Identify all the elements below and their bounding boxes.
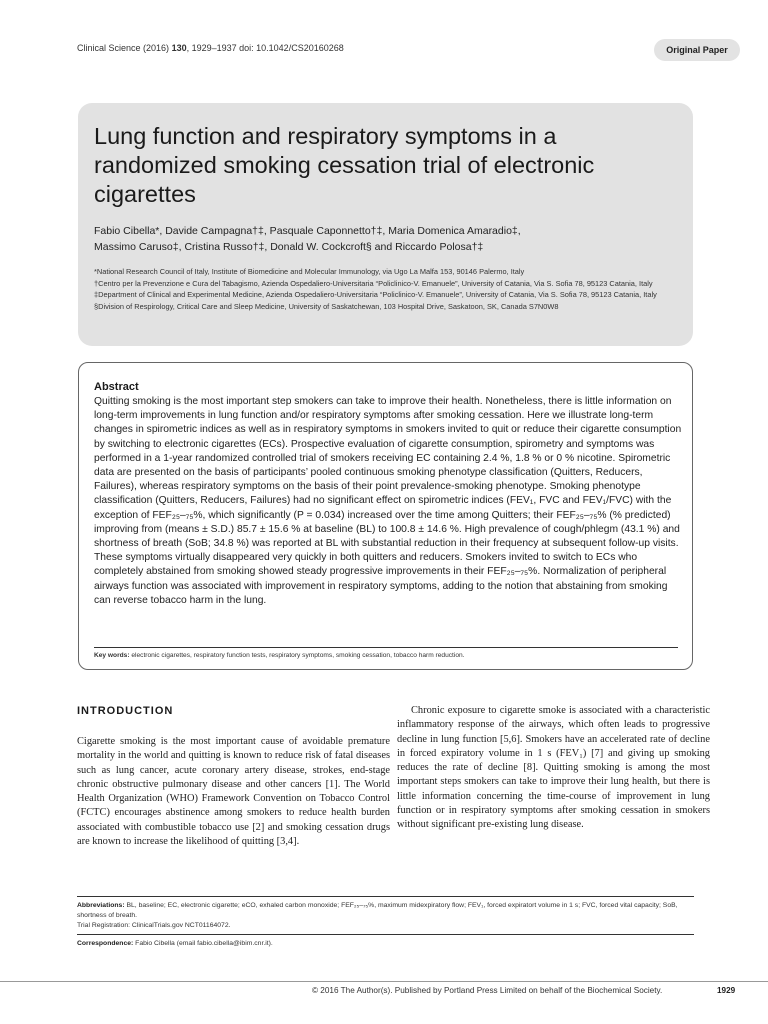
journal-citation — [77, 43, 344, 53]
page-number: 1929 — [717, 986, 736, 995]
keywords-divider — [94, 647, 678, 648]
footer-divider — [0, 981, 768, 982]
affiliation-list — [94, 266, 684, 312]
journal-volume: 130 — [171, 43, 187, 53]
author-list — [94, 223, 684, 255]
abstract-text: Quitting smoking is the most important step smokers can take to improve their health. Nonetheless, there is little information on long-term improvements in lung function and/or respiratory symptoms after smoking cessation. Here we illustrate long-term changes in spirometric indices as well as in respiratory symptoms in smokers invited to quit or reduce their cigarette consumption by switching to electronic cigarettes (ECs). Prospective evaluation of cigarette consumption, spirometry and symptoms was performed in a 1-year randomized controlled trial of smokers receiving EC containing 2.4 %, 1.8 % or 0 % nicotine. Spirometric data are presented on the basis of participants’ pooled continuous smoking phenotype classification (Quitters, Reducers, Failures), whereas respiratory symptoms on the basis of their point prevalence-smoking phenotype. Smoking phenotype classification (Quitters, Reducers, Failures) had no significant effect on spirometric indices (FEV₁, FVC and FEV₁/FVC) with the exception of FEF₂₅–₇₅%, which significantly (P = 0.034) increased over the time among Quitters; their FEF₂₅–₇₅% (% predicted) improving from (means ± S.D.) 85.7 ± 15.6 % at baseline (BL) to 100.8 ± 14.6 %. High prevalence of cough/phlegm (43.1 %) and shortness of breath (SoB; 34.8 %) was reported at BL with substantial reduction in their frequency at subsequent follow-up visits. These symptoms virtually disappeared very quickly in both quitters and reducers. Smokers invited to switch to ECs who completely abstained from smoking showed steady progressive improvements in their FEF₂₅–₇₅%. Normalization of peripheral airways function was associated with improvement in respiratory symptoms, adding to the notion that abstaining from smoking can reverse tobacco harm in the lung. — [94, 396, 682, 606]
affiliation: ‡Department of Clinical and Experimental Medicine, Azienda Ospedaliero-Universitaria “Policlinico-V. Emanuele”, University of Catania, Via S. Sofia 78, 95123 Catania, Italy — [94, 290, 657, 299]
section-heading-introduction: INTRODUCTION — [77, 705, 174, 717]
correspondence-footnote — [77, 939, 694, 949]
affiliation: †Centro per la Prevenzione e Cura del Tabagismo, Azienda Ospedaliero-Universitaria “Policlinico-V. Emanuele”, University of Catania, Via S. Sofia 78, 95123 Catania, Italy — [94, 278, 653, 288]
abstract-heading: Abstract — [94, 381, 139, 393]
journal-doi: , 1929–1937 doi: 10.1042/CS20160268 — [186, 43, 344, 53]
author-line: Massimo Caruso‡, Cristina Russo†‡, Donald W. Cockcroft§ and Riccardo Polosa†‡ — [94, 241, 484, 253]
article-title: Lung function and respiratory symptoms in a randomized smoking cessation trial of electronic cigarettes — [94, 123, 595, 207]
trial-registration: Trial Registration: ClinicalTrials.gov NCT01164072. — [77, 922, 231, 929]
affiliation: *National Research Council of Italy, Institute of Biomedicine and Molecular Immunology, via Ugo La Malfa 153, 90146 Palermo, Italy — [94, 267, 525, 276]
copyright-notice: © 2016 The Author(s). Published by Portland Press Limited on behalf of the Biochemical Society. — [312, 986, 663, 995]
abbreviations-text: BL, baseline; EC, electronic cigarette; eCO, exhaled carbon monoxide; FEF₂₅–₇₅%, maximum midexpiratory flow; FEV₁, forced expiratort volume in 1 s; FVC, forced vital capacity; SoB, shortness of breath. — [77, 902, 678, 919]
affiliation: §Division of Respirology, Critical Care and Sleep Medicine, University of Saskatchewan, 103 Hospital Drive, Saskatoon, SK, Canada S7N0W8 — [94, 301, 559, 311]
keywords — [94, 652, 682, 659]
footnote-divider — [77, 896, 694, 897]
abbreviations-label: Abbreviations: — [77, 902, 125, 909]
journal-name: Clinical Science (2016) — [77, 43, 170, 53]
footnote-divider — [77, 934, 694, 935]
abbreviations-footnote — [77, 901, 694, 931]
intro-paragraph-2: Chronic exposure to cigarette smoke is associated with a characteristic inflammatory response of the airways, which often leads to progressive decline in lung function [5,6]. Smokers have an accelerated rate of decline in forced expiratory volume in 1 s (FEV₁) [7] and giving up smoking reduces the rate of decline [8]. Quitting smoking is among the most important steps smokers can take to improve their lung health, but there is little information concerning the time-course of improvement in lung function or in respiratory symptoms after smoking cessation in smokers without significant pre-existing lung disease. — [397, 705, 710, 831]
correspondence-text: Fabio Cibella (email fabio.cibella@ibim.cnr.it). — [133, 940, 273, 947]
intro-paragraph-1: Cigarette smoking is the most important cause of avoidable premature mortality in the world and quitting is known to reduce risk of fatal diseases such as lung cancer, acute coronary artery disease, strokes, end-stage chronic obstructive pulmonary disease and other cancers [1]. The World Health Organization (WHO) Framework Convention on Tobacco Control (FCTC) encourages abstinence among smokers to reduce health burden associated with combustible tobacco use [2] and smoking cessation drugs are known to increase the likelihood of quitting [3,4]. — [77, 736, 390, 848]
author-line: Fabio Cibella*, Davide Campagna†‡, Pasquale Caponnetto†‡, Maria Domenica Amaradio‡, — [94, 225, 521, 237]
keywords-label: Key words: — [94, 652, 130, 659]
correspondence-label: Correspondence: — [77, 940, 134, 947]
article-type-badge: Original Paper — [654, 39, 740, 61]
keywords-text: electronic cigarettes, respiratory function tests, respiratory symptoms, smoking cessation, tobacco harm reduction. — [129, 652, 465, 659]
